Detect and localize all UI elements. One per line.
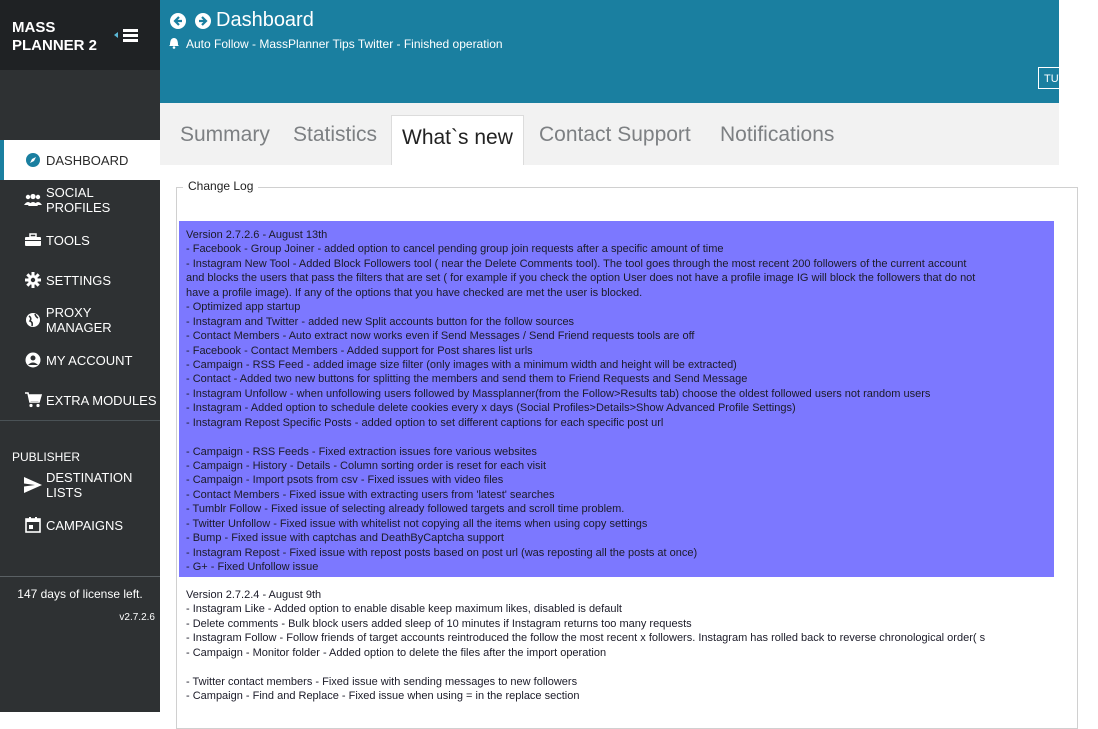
changelog-line: - Campaign - Monitor folder - Added option to delete the files after the import operation <box>186 646 607 659</box>
changelog-line: - Instagram New Tool - Added Block Followers tool ( near the Delete Comments tool). The tool goes through the most recent 200 followers of the current account <box>186 257 967 270</box>
forward-button[interactable] <box>195 13 211 29</box>
changelog-legend: Change Log <box>183 179 258 193</box>
changelog-line: - Delete comments - Bulk block users added sleep of 10 minutes if Instagram returns too many requests <box>186 617 692 630</box>
back-button[interactable] <box>170 13 186 29</box>
users-icon <box>24 191 42 209</box>
changelog-line: - Facebook - Contact Members - Added support for Post shares list urls <box>186 344 533 357</box>
changelog-line: - Facebook - Group Joiner - added option to cancel pending group join requests after a specific amount of time <box>186 243 724 256</box>
changelog-line: and blocks the users that pass the filters that are set ( for example if you check the option User does not have a profile image IG will block the followers that do not <box>186 272 976 285</box>
changelog-line: have a profile image). If any of the options that you have checked are met the user is blocked. <box>186 286 643 299</box>
changelog-line: - Tumblr Follow - Fixed issue of selecting already followed targets and scroll time problem. <box>186 503 625 516</box>
changelog-line: - Instagram Like - Added option to enable disable keep maximum likes, disabled is default <box>186 603 622 616</box>
tab-statistics[interactable]: Statistics <box>293 123 378 146</box>
hamburger-bar <box>123 34 138 37</box>
sidebar-item-label: CAMPAIGNS <box>46 517 124 533</box>
sidebar-item-tools[interactable] <box>0 220 160 260</box>
license-info <box>0 576 160 713</box>
changelog-line: - Twitter contact members - Fixed issue with sending messages to new followers <box>186 675 578 688</box>
changelog-line <box>186 660 1059 674</box>
cart-icon <box>24 391 42 409</box>
changelog-line: - Contact Members - Auto extract now works even if Send Messages / Send Friend requests tools are off <box>186 330 695 343</box>
sidebar-item-dashboard[interactable] <box>0 140 160 180</box>
page-title: Dashboard <box>216 9 314 31</box>
sidebar-item-label: DASHBOARD <box>46 152 129 168</box>
changelog-line: Version 2.7.2.4 - August 9th <box>186 589 322 601</box>
status-notification <box>168 36 503 52</box>
sidebar-item-label: SETTINGS <box>46 272 112 288</box>
sidebar-item-proxy-manager[interactable] <box>0 300 160 340</box>
globe-icon <box>24 311 42 329</box>
changelog-line: - Campaign - Import psots from csv - Fixed issues with video files <box>186 474 504 487</box>
sidebar-item-my-account[interactable] <box>0 340 160 380</box>
changelog-line: - Campaign - RSS Feeds - Fixed extraction issues fore various websites <box>186 445 537 458</box>
status-text: Auto Follow - MassPlanner Tips Twitter - Finished operation <box>186 37 503 51</box>
hamburger-bar <box>123 39 138 42</box>
changelog-line: - Contact Members - Fixed issue with extracting users from 'latest' searches <box>186 488 555 501</box>
changelog-line: - Instagram Unfollow - when unfollowing users followed by Massplanner(from the Follow>Results tab) choose the oldest followed users not random users <box>186 387 931 400</box>
arrow-right-icon <box>195 13 211 29</box>
sidebar <box>0 0 160 712</box>
changelog-line: - Campaign - History - Details - Column sorting order is reset for each visit <box>186 460 547 472</box>
sidebar-item-extra-modules[interactable] <box>0 380 160 420</box>
publisher-section-label: PUBLISHER <box>12 450 81 464</box>
changelog-line: - Instagram - Added option to schedule delete cookies every x days (Social Profiles>Details>Show Advanced Profile Settings) <box>186 402 796 415</box>
changelog-line: - Instagram Follow - Follow friends of target accounts reintroduced the follow the most recent x followers. Instagram has rolled back to reverse chronological order( s <box>186 632 986 645</box>
changelog-line: - Campaign - Find and Replace - Fixed issue when using = in the replace section <box>186 690 580 703</box>
briefcase-icon <box>24 231 42 249</box>
collapse-arrow-icon <box>114 32 118 38</box>
arrow-left-icon <box>170 13 186 29</box>
tab-whats-new[interactable]: What`s new <box>391 115 524 165</box>
license-days-text: 147 days of license left. <box>17 587 143 601</box>
sidebar-item-social-profiles[interactable] <box>0 180 160 220</box>
changelog-line: Version 2.7.2.6 - August 13th <box>186 229 328 241</box>
logo-bar <box>0 0 160 70</box>
gear-icon <box>24 271 42 289</box>
changelog-line: - Instagram Repost - Fixed issue with repost posts based on post url (was reposting all the posts at once) <box>186 546 698 559</box>
menu-toggle-button[interactable] <box>114 27 140 45</box>
app-logo: MASS PLANNER 2 <box>12 19 98 54</box>
sidebar-item-label: EXTRA MODULES <box>46 392 157 408</box>
sidebar-item-label: MY ACCOUNT <box>46 352 133 368</box>
sidebar-item-destination-lists[interactable] <box>0 465 160 505</box>
sidebar-item-campaigns[interactable] <box>0 505 160 545</box>
sidebar-item-settings[interactable] <box>0 260 160 300</box>
tab-bar <box>160 103 1059 165</box>
sidebar-divider <box>0 420 160 421</box>
tutorial-button[interactable]: TUTORIAL <box>1038 67 1068 89</box>
bell-icon <box>168 36 180 52</box>
sidebar-item-label: DESTINATION LISTS <box>46 470 133 500</box>
hamburger-icon <box>123 29 138 32</box>
tab-contact-support[interactable]: Contact Support <box>539 123 691 146</box>
changelog-text[interactable] <box>186 588 1059 704</box>
changelog-line: - Optimized app startup <box>186 301 301 314</box>
header <box>160 0 1098 103</box>
account-icon <box>24 351 42 369</box>
send-icon <box>24 476 42 494</box>
changelog-line: - Bump - Fixed issue with captchas and DeathByCaptcha support <box>186 532 504 545</box>
sidebar-item-label: SOCIAL PROFILES <box>46 185 111 215</box>
changelog-text-selected[interactable] <box>186 228 1052 575</box>
compass-icon <box>24 151 42 169</box>
changelog-line: - Instagram and Twitter - added new Split accounts button for the follow sources <box>186 315 575 328</box>
changelog-line: - Twitter Unfollow - Fixed issue with whitelist not copying all the items when using copy settings <box>186 517 648 530</box>
changelog-line: - Contact - Added two new buttons for splitting the members and send them to Friend Requests and Send Message <box>186 373 748 386</box>
calendar-icon <box>24 516 42 534</box>
changelog-line: - Instagram Repost Specific Posts - added option to set different captions for each specific post url <box>186 416 664 429</box>
sidebar-item-label: TOOLS <box>46 232 90 248</box>
changelog-line: - G+ - Fixed Unfollow issue <box>186 561 319 574</box>
sidebar-item-label: PROXY MANAGER <box>45 305 112 335</box>
tab-notifications[interactable]: Notifications <box>720 123 835 146</box>
app-version: v2.7.2.6 <box>119 612 155 623</box>
changelog-line <box>186 430 1052 444</box>
tab-summary[interactable]: Summary <box>180 123 270 146</box>
changelog-line: - Campaign - RSS Feed - added image size filter (only images with a minimum width and height will be extracted) <box>186 358 737 371</box>
